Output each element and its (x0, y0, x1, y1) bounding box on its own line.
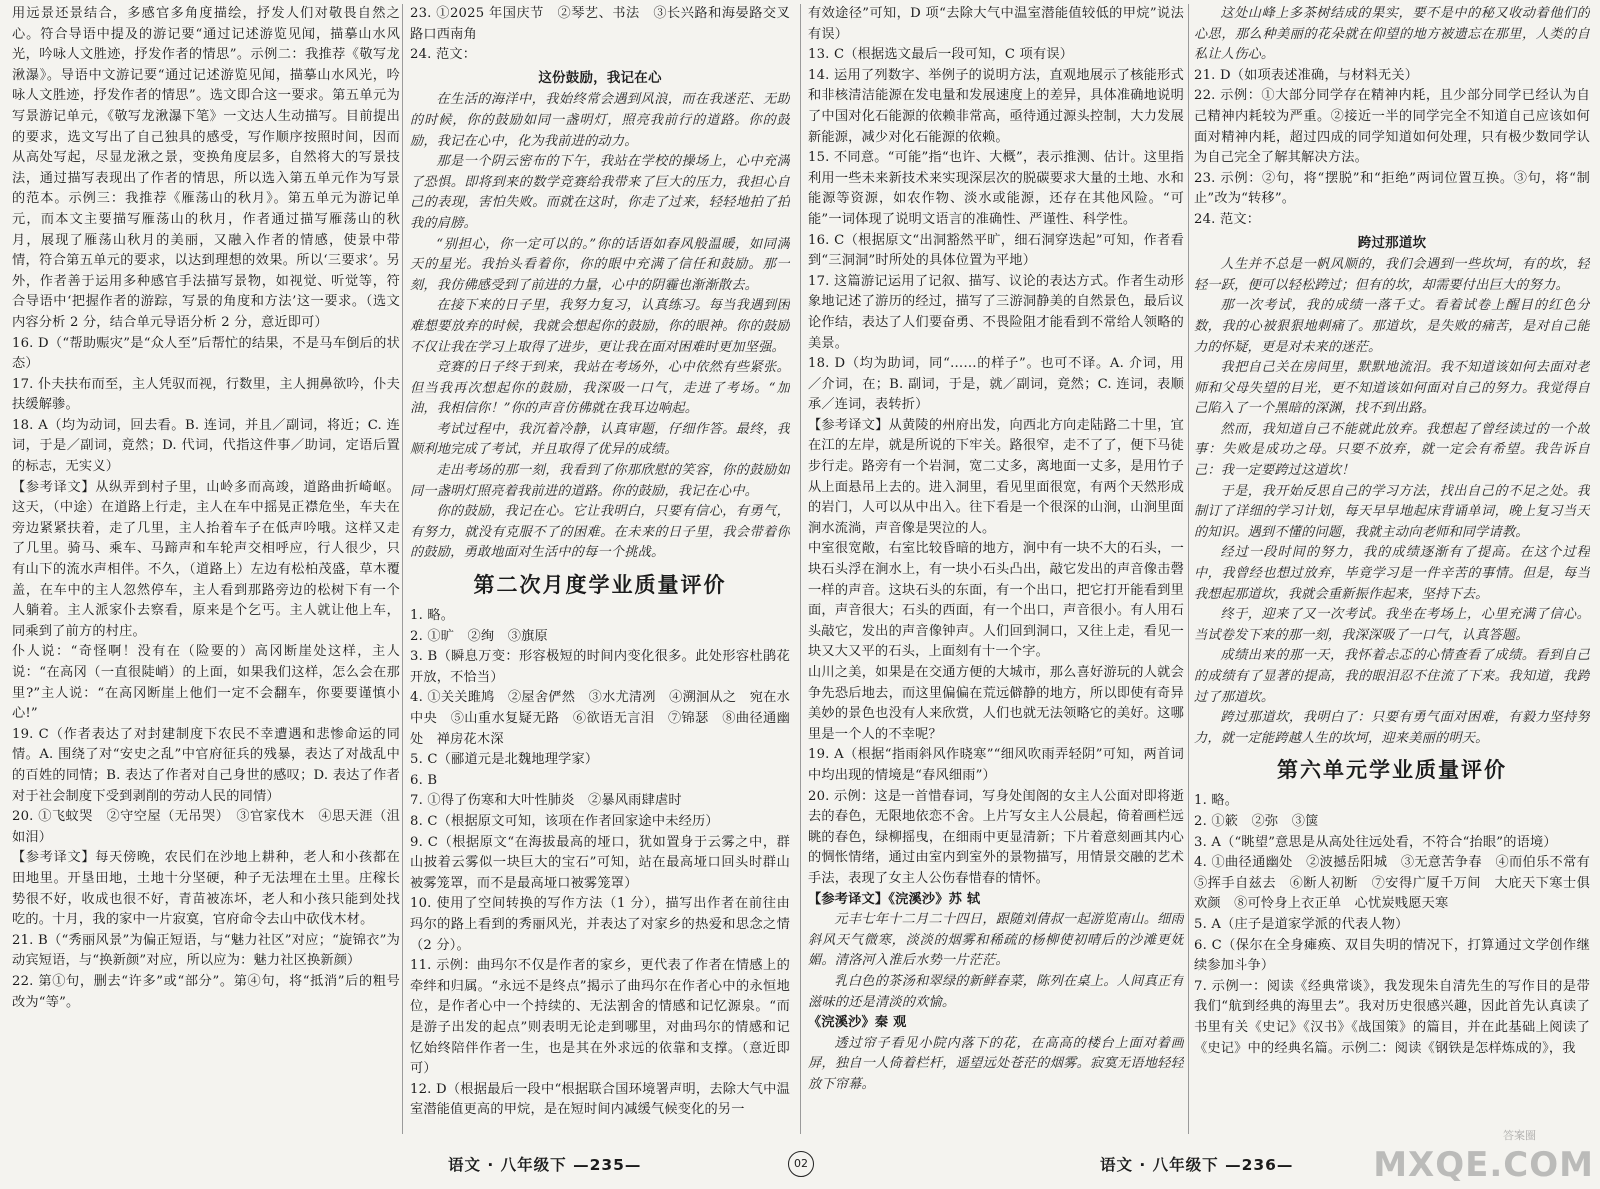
essay-paragraph: 竞赛的日子终于到来，我站在考场外，心中依然有些紧张。但当我再次想起你的鼓励，我深吸一口气，走进了考场。“加油，我相信你！”你的声音仿佛就在我耳边响起。 (410, 360, 790, 417)
essay-paragraph: 这处山峰上多茶树结成的果实，要不是中的秘又收动着他们的心思，那么种美丽的花朵就在仰望的地方被遗忘在那里，人类的自私让人伤心。 (1194, 6, 1590, 63)
essay-paragraph: “别担心，你一定可以的。”你的话语如春风般温暖，如同满天的星光。我抬头看着你，你的眼中充满了信任和鼓励。那一刻，我仿佛感受到了前进的力量，心中的阴霾也渐渐散去。 (410, 236, 790, 293)
answer-item: 15. 不同意。“可能”指“也许、大概”，表示推测、估计。这里指利用一些未来新技术来实现深层次的脱碳要求大量的土地、水和能源等资源，如农作物、淡水或能源，还存在其他风险。“可能”一词体现了说明文语言的准确性、严谨性、科学性。 (808, 150, 1184, 227)
column-2 (410, 4, 790, 1144)
essay-paragraph: 透过帘子看见小院内落下的花，在高高的楼台上面对着画屏，独自一人倚着栏杆，遥望远处苍茫的烟雾。寂寞无语地轻轻放下帘幕。 (808, 1035, 1184, 1092)
essay-paragraph: 那一次考试，我的成绩一落千丈。看着试卷上醒目的红色分数，我的心被狠狠地刺痛了。那道坎，是失败的痛苦，是对自己能力的怀疑，更是对未来的迷茫。 (1194, 298, 1590, 355)
answer-item: 7. ①得了伤寒和大叶性肺炎 ②暴风雨肆虐时 (410, 793, 682, 809)
answer-item: 21. B（“秀丽风景”为偏正短语，与“魅力社区”对应；“旋锦衣”为动宾短语，与“换新颜”对应，所以应为：魅力社区换新颜） (12, 932, 400, 969)
answer-item: 23. ①2025 年国庆节 ②琴艺、书法 ③长兴路和海晏路交叉路口西南角 (410, 6, 790, 42)
answer-item: 22. 第①句，删去“许多”或“部分”。第④句，将“抵消”后的粗号改为“等”。 (12, 973, 400, 1010)
answer-item: 20. 示例：这是一首惜春词，写身处闺阁的女主人公面对即将逝去的春色，无限地依恋不舍。上片写女主人公晨起，倚着画栏远眺的春色，绿柳摇曳，在细雨中更显清新；下片着意刻画其内心的惆怅情绪，通过由室内到室外的景物描写，用情景交融的艺术手法，表现了女主人公伤春惜春的情怀。 (808, 788, 1184, 886)
column-divider (402, 4, 403, 1134)
answer-item: 18. A（均为动词，回去看。B. 连词，并且／副词，将近；C. 连词，于是／副词，竟然；D. 代词，代指这件事／助词，定语后置的标志，无实义） (12, 417, 400, 475)
answer-item: 24. 范文： (1194, 211, 1261, 227)
answer-item: 1. 略。 (410, 608, 455, 624)
essay-paragraph: 那是一个阴云密布的下午，我站在学校的操场上，心中充满了恐惧。即将到来的数学竞赛给我带来了巨大的压力，我担心自己的表现，害怕失败。而就在这时，你走了过来，轻轻地拍了拍我的肩膀。 (410, 154, 790, 231)
answer-item: 7. 示例一：阅读《经典常谈》，我发现朱自清先生的写作目的是带我们“航到经典的海里去”。我对历史很感兴趣，因此首先认真读了书里有关《史记》《汉书》《战国策》的篇目，并在此基础上阅读了《史记》中的经典名篇。示例二：阅读《钢铁是怎样炼成的》，我 (1194, 978, 1590, 1056)
essay-paragraph: 人生并不总是一帆风顺的，我们会遇到一些坎坷，有的坎，轻轻一跃，便可以轻松跨过；但有的坎，却需要付出巨大的努力。 (1194, 257, 1590, 293)
reference-heading: 《浣溪沙》秦 观 (808, 1015, 907, 1031)
answer-item: 22. 示例：①大部分同学存在精神内耗，且少部分同学已经认为自己精神内耗较为严重。②接近一半的同学完全不知道自己应该如何面对精神内耗，超过四成的同学知道如何处理，只有极少数同学认为自己完全了解其解决方法。 (1194, 88, 1590, 166)
answer-item: 2. ①簌 ②弥 ③箧 (1194, 813, 1319, 829)
column-4 (1194, 4, 1590, 1144)
answer-item: 11. 示例：曲玛尔不仅是作者的家乡，更代表了作者在情感上的牵绊和归属。“永远不是终点”揭示了曲玛尔在作者心中的永恒地位，是作者心中一个持续的、无法割舍的情感和记忆源泉。“而是游子出发的起点”则表明无论走到哪里，对曲玛尔的情感和记忆始终陪伴作者一生，也是其在外求远的依靠和支撑。（意近即可） (410, 958, 790, 1077)
answer-item: 4. ①曲径通幽处 ②波撼岳阳城 ③无意苦争春 ④而伯乐不常有 ⑤挥手自兹去 ⑥断人初断 ⑦安得广厦千万间 大庇天下寒士俱欢颜 ⑧可怜身上衣正单 心忧炭贱愿天寒 (1194, 855, 1590, 912)
essay-paragraph: 乳白色的茶汤和翠绿的新鲜春菜，陈列在桌上。人间真正有滋味的还是清淡的欢愉。 (808, 973, 1184, 1010)
answer-item: 2. ①旷 ②绚 ③旗原 (410, 628, 548, 644)
answer-item: 5. A（庄子是道家学派的代表人物） (1194, 916, 1409, 932)
answer-item: 【参考译文】从纵弄到村子里，山岭多而高竣，道路曲折崎岖。这天，（中途）在道路上行走，主人在车中摇晃正襟危坐，车夫在旁边紧紧扶着，走了几里，主人抬着车子在低声吟哦。这样又走了几里。骑马、乘车、马蹄声和车轮声交相呼应，行人很少，只有山下的流水声相伴。不久，（道路上）左边有松柏茂盛，草木覆盖，在车中的主人忽然停车，主人看到那路旁边的松树下有一个人躺着。主人派家仆去察看，原来是个乞丐。主人就让他上车，同乘到了前方的村庄。 (12, 479, 400, 639)
essay-paragraph: 在生活的海洋中，我始终常会遇到风浪，而在我迷茫、无助的时候，你的鼓励如同一盏明灯，照亮我前行的道路。你的鼓励，我记在心中，化为我前进的动力。 (410, 92, 790, 149)
right-page-footer: 语文 · 八年级下 —236— (1100, 1156, 1294, 1174)
answer-item: 9. C（根据原文“在海拔最高的垭口，犹如置身于云雾之中，群山披着云雾似一块巨大的宝石”可知，站在最高垭口回头时群山被雾笼罩，而不是最高垭口被雾笼罩） (410, 834, 790, 891)
left-page-footer: 语文 · 八年级下 —235— (448, 1156, 642, 1174)
answer-item: 仆人说：“奇怪啊！没有在（险要的）高冈断崖处这样，主人说：“在高冈（一直很陡峭）的上面，如果我们这样，怎么会在那里?”主人说：“在高冈断崖上他们一定不会翻车，你要要谨慎小心!” (12, 644, 400, 722)
answer-item: 24. 范文： (410, 47, 477, 63)
answer-item: 5. C（郦道元是北魏地理学家） (410, 752, 599, 768)
essay-paragraph: 元丰七年十二月二十四日，跟随刘倩叔一起游览南山。细雨斜风天气微寒，淡淡的烟雾和稀疏的杨柳使初晴后的沙滩更妩媚。清洛河入淮后水势一片茫茫。 (808, 912, 1184, 969)
left-page (0, 0, 800, 1150)
watermark-subtext: 答案圈 (1503, 1129, 1536, 1142)
answer-item: 中室很宽敞，右室比较昏暗的地方，涧中有一块不大的石头，一块石头浮在涧水上，有一块小石头凸出，敲它发出的声音像击磬一样的声音。这块石头的东面，有一个出口，把它打开能看到里面，声音很大；石头的西面，有一个出口，声音很小。有人用石头敲它，发出的声音像钟声。人们回到洞口，又往上走，看见一块又大又平的石头，上面刻有十一个字。 (808, 541, 1184, 660)
answer-item: 【参考译文】从黄陵的州府出发，向西北方向走陆路二十里，宜在江的左岸，就是所说的下牢关。路很窄，走不了了，便下马徒步行走。路旁有一个岩洞，宽二丈多，离地面一丈多，是用竹子从上面悬吊上去的。进入洞里，看见里面很宽，有两个天然形成的岩门，人可以从中出入。往下看是一个很深的山涧，山涧里面涧水流淌，声音像是哭泣的人。 (808, 417, 1184, 536)
essay-paragraph: 于是，我开始反思自己的学习方法，找出自己的不足之处。我制订了详细的学习计划，每天早早地起床背诵单词，晚上复习当天的知识。遇到不懂的问题，我就主动向老师和同学请教。 (1194, 483, 1590, 540)
answer-item: 【参考译文】每天傍晚，农民们在沙地上耕种，老人和小孩都在田地里。开垦田地，土地十分坚硬，种子无法埋在土里。庄稼长势很不好，收成也很不好，青苗被冻坏，老人和小孩只能到处找吃的。十月，我的家中一片寂寞，官府命令去山中砍伐木材。 (12, 850, 400, 928)
watermark-logo: MXQE.COM (1373, 1145, 1594, 1185)
answer-item: 有效途径”可知，D 项“去除大气中温室潜能值较低的甲烷”说法有误） (808, 6, 1184, 42)
essay-paragraph: 跨过那道坎，我明白了：只要有勇气面对困难，有毅力坚持努力，就一定能跨越人生的坎坷，迎来美丽的明天。 (1194, 710, 1590, 746)
answer-item: 8. C（根据原文可知，该项在作者回家途中未经历） (410, 813, 719, 829)
column-divider (1188, 4, 1189, 1134)
essay-paragraph: 我把自己关在房间里，默默地流泪。我不知道该如何去面对老师和父母失望的目光，更不知道该如何面对自己的努力。我觉得自己陷入了一个黑暗的深渊，找不到出路。 (1194, 360, 1590, 417)
section-title: 第六单元学业质量评价 (1277, 757, 1507, 783)
essay-paragraph: 考试过程中，我沉着冷静，认真审题，仔细作答。最终，我顺利地完成了考试，并且取得了优异的成绩。 (410, 421, 790, 458)
answer-item: 14. 运用了列数字、举例子的说明方法，直观地展示了核能形式和非核清洁能源在发电量和发展速度上的差异，具体准确地说明了中国对化石能源的依赖非常高，亟待通过源头控制，大力发展新能源，减少对化石能源的依赖。 (808, 67, 1184, 145)
column-3 (808, 4, 1184, 1144)
essay-paragraph: 你的鼓励，我记在心。它让我明白，只要有信心，有勇气，有努力，就没有克服不了的困难。在未来的日子里，我会带着你的鼓励，勇敢地面对生活中的每一个挑战。 (410, 504, 790, 561)
reference-heading: 【参考译文】《浣溪沙》苏 轼 (808, 891, 981, 907)
answer-item: 23. 示例：②句，将“摆脱”和“拒绝”两词位置互换。③句，将“制止”改为“转移”。 (1194, 170, 1590, 207)
answer-item: 20. ①飞蚊哭 ②守空屋（无吊哭） ③官家伐木 ④思天涯（沮如泪） (12, 809, 400, 845)
answer-item: 1. 略。 (1194, 793, 1239, 809)
answer-item: 10. 使用了空间转换的写作方法（1 分），描写出作者在前往由玛尔的路上看到的秀丽风光，并表达了对家乡的热爱和思念之情（2 分）。 (410, 896, 790, 953)
answer-item: 21. D（如项表述准确，与材料无关） (1194, 67, 1419, 83)
answer-item: 12. D（根据最后一段中“根据联合国环境署声明，去除大气中温室潜能值更高的甲烷，是在短时间内减缓气候变化的另一 (410, 1081, 790, 1118)
right-page (800, 0, 1600, 1150)
answer-item: 3. A（“眺望”意思是从高处往远处看，不符合“抬眼”的语境） (1194, 834, 1557, 850)
answer-item: 13. C（根据选文最后一段可知，C 项有误） (808, 47, 1074, 63)
section-title: 第二次月度学业质量评价 (473, 572, 727, 598)
essay-paragraph: 然而，我知道自己不能就此放弃。我想起了曾经读过的一个故事：失败是成功之母。只要不放弃，就一定会有希望。我告诉自己：我一定要跨过这道坎！ (1194, 421, 1590, 479)
answer-item: 6. B (410, 772, 438, 788)
essay-paragraph: 终于，迎来了又一次考试。我坐在考场上，心里充满了信心。当试卷发下来的那一刻，我深深吸了一口气，认真答题。 (1194, 607, 1590, 643)
answer-item: 18. D（均为助词，同“……的样子”。也可不译。A. 介词，用／介词，在；B. 副词，于是，就／副词，竟然；C. 连词，表顺承／连词，表转折） (808, 356, 1184, 413)
essay-paragraph: 走出考场的那一刻，我看到了你那欣慰的笑容，你的鼓励如同一盏明灯照亮着我前进的道路。你的鼓励，我记在心中。 (410, 463, 790, 499)
answer-item: 16. D（“帮助赈灾”是“众人至”后帮忙的结果，不是马车倒后的状态） (12, 335, 400, 372)
answer-item: 山川之美，如果是在交通方便的大城市，那么喜好游玩的人就会争先恐后地去，而这里偏偏在荒远僻静的地方，所以即使有奇异美妙的景色也没有人来欣赏，人们也就无法领略它的美好。这哪里是一个人的不幸呢？ (808, 665, 1184, 742)
answer-item: 用远景还景结合，多感官多角度描绘，抒发人们对敬畏自然之心。符合导语中提及的游记要“通过记述游览见闻，描摹山水风光，吟咏人文胜迹，抒发作者的情思”。示例二：我推荐《敬写龙湫瀑》。导语中文游记要“通过记述游览见闻，描摹山水风光，吟咏人文胜迹，抒发作者的情思”。选文即合这一要求。第五单元为写景游记单元，《敬写龙湫瀑下笔》一文达人生动描写。目前提出的要求，选文写出了自己独具的感受，写作顺序按照时间，因而从高处写起，尽显龙湫之景，变换角度层多，自然将大的写景技法，通过描写表现出了作者的情思，所以选入第五单元作为写景的范本。示例三：我推荐《雁荡山的秋月》。第五单元为游记单元，而本文主要描写雁荡山的秋月，作者通过描写雁荡山的秋月，展现了雁荡山秋月的美丽，又融入作者的情感，使景中带情，符合第五单元的要求，以达到理想的效果。所以‘三要求’。另外，作者善于运用多种感官手法描写景物，如视觉、听觉等，符合导语中‘把握作者的游踪，写景的角度和方法’这一要求。（选文内容分析 2 分，结合单元导语分析 2 分，意近即可） (12, 6, 400, 330)
answer-item: 4. ①关关雎鸠 ②屋舍俨然 ③水尤清冽 ④溯洄从之 宛在水中央 ⑤山重水复疑无路 ⑥欲语无言泪 ⑦锦瑟 ⑧曲径通幽处 禅房花木深 (410, 690, 790, 747)
answer-item: 19. A（根据“指雨斜风作晓寒”“细风吹雨弄轻阴”可知，两首词中均出现的情境是“春风细雨”） (808, 747, 1184, 783)
answer-item: 19. C（作者表达了对封建制度下农民不幸遭遇和悲惨命运的同情。A. 围绕了对“安史之乱”中官府征兵的残暴，表达了对战乱中的百姓的同情；B. 表达了作者对自己身世的感叹；D. 表达了作者对于社会制度下受到剥削的劳动人民的同情） (12, 726, 400, 804)
answer-item: 17. 仆夫扶布而至，主人凭驭而视，行数里，主人拥鼻欲吟，仆夫扶缓解骖。 (12, 376, 400, 413)
essay-paragraph: 经过一段时间的努力，我的成绩逐渐有了提高。在这个过程中，我曾经也想过放弃，毕竟学习是一件辛苦的事情。但是，每当我想起那道坎，我就会重新振作起来，坚持下去。 (1194, 545, 1590, 602)
answer-item: 17. 这篇游记运用了记叙、描写、议论的表达方式。作者生动形象地记述了游历的经过，描写了三游洞静美的自然景色，最后议论作结，表达了人们要奋勇、不畏险阻才能看到不常给人领略的美景。 (808, 273, 1184, 351)
answer-item: 6. C（保尔在全身瘫痪、双目失明的情况下，打算通过文学创作继续参加斗争） (1194, 937, 1590, 974)
answer-item: 3. B（瞬息万变：形容极短的时间内变化很多。此处形容杜鹃花开放，不恰当） (410, 649, 790, 685)
essay-paragraph: 成绩出来的那一天，我怀着忐忑的心情查看了成绩。看到自己的成绩有了显著的提高，我的眼泪忍不住流了下来。我知道，我跨过了那道坎。 (1194, 648, 1590, 705)
column-1 (12, 4, 400, 1144)
essay-title: 跨过那道坎 (1357, 234, 1427, 251)
sheet-number-badge: 02 (788, 1151, 814, 1177)
essay-title: 这份鼓励，我记在心 (538, 69, 662, 86)
answer-item: 16. C（根据原文“出洞豁然平旷，细石洞穿迭起”可知，作者看到“三洞洞”时所处的具体位置为平地） (808, 232, 1184, 269)
essay-paragraph: 在接下来的日子里，我努力复习，认真练习。每当我遇到困难想要放弃的时候，我就会想起你的鼓励，你的眼神。你的鼓励不仅让我在学习上取得了进步，更让我在面对困难时更加坚强。 (410, 298, 790, 355)
